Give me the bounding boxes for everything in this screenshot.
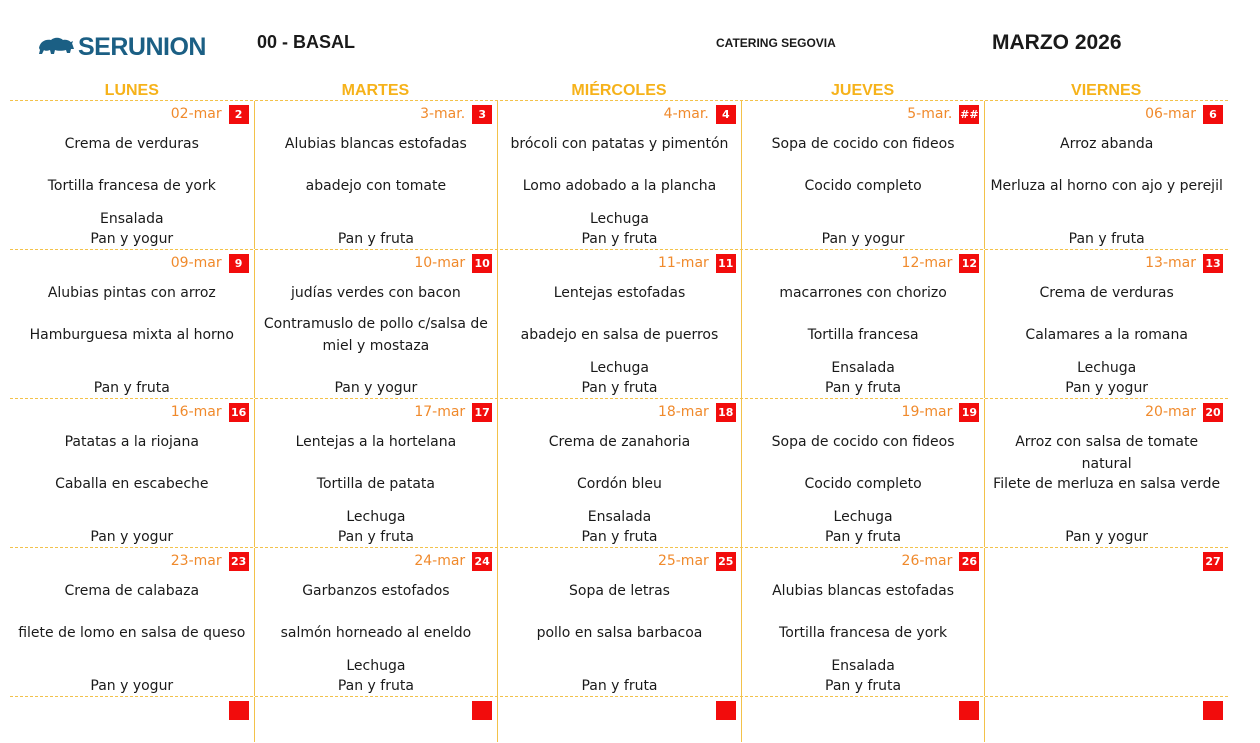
second-course: Contramuslo de pollo c/salsa de miel y mostaza	[263, 316, 488, 354]
second-course: pollo en salsa barbacoa	[536, 625, 703, 641]
side-dish: Lechuga	[589, 360, 650, 376]
first-course: Garbanzos estofados	[302, 583, 450, 599]
day-cell	[741, 250, 985, 398]
dessert-line: Pan y fruta	[825, 678, 902, 694]
second-course: filete de lomo en salsa de queso	[18, 625, 246, 641]
day-number-badge: 6	[1203, 105, 1223, 124]
week-row	[10, 547, 1228, 696]
first-course: Lentejas estofadas	[553, 285, 686, 301]
weekday-header	[10, 78, 1228, 100]
first-course: Arroz con salsa de tomate natural	[1015, 434, 1199, 472]
first-course: Crema de verduras	[64, 136, 199, 152]
day-number-badge: 19	[959, 403, 979, 422]
dessert-line: Pan y fruta	[337, 231, 414, 247]
day-number-badge: 20	[1203, 403, 1223, 422]
day-number-badge: 17	[472, 403, 492, 422]
dessert-line: Pan y yogur	[334, 380, 418, 396]
date-label: 4-mar.	[663, 106, 709, 122]
month-title: MARZO 2026	[992, 31, 1122, 54]
day-cell	[984, 548, 1228, 696]
day-cell	[497, 399, 741, 547]
first-course: Alubias pintas con arroz	[47, 285, 216, 301]
day-number-badge: ##	[959, 105, 979, 124]
first-course: Crema de calabaza	[64, 583, 200, 599]
day-cell	[984, 399, 1228, 547]
brand-logo	[36, 30, 206, 64]
dessert-line: Pan y fruta	[581, 678, 658, 694]
day-cell	[741, 548, 985, 696]
side-dish: Lechuga	[346, 658, 406, 674]
side-dish: Lechuga	[589, 211, 650, 227]
second-course: Cocido completo	[804, 178, 922, 194]
day-number-badge	[229, 701, 249, 720]
day-cell	[10, 399, 254, 547]
first-course: Crema de zanahoria	[548, 434, 691, 450]
second-course: salmón horneado al eneldo	[280, 625, 472, 641]
dessert-line: Pan y fruta	[581, 380, 658, 396]
page-header	[0, 0, 1260, 80]
second-course: Lomo adobado a la plancha	[522, 178, 717, 194]
day-cell	[10, 250, 254, 398]
day-number-badge: 9	[229, 254, 249, 273]
day-cell	[984, 697, 1228, 742]
day-number-badge	[959, 701, 979, 720]
day-number-badge: 3	[472, 105, 492, 124]
day-cell	[497, 548, 741, 696]
dessert-line: Pan y yogur	[1065, 529, 1149, 545]
day-number-badge: 13	[1203, 254, 1223, 273]
day-number-badge: 26	[959, 552, 979, 571]
second-course: Filete de merluza en salsa verde	[993, 476, 1221, 492]
day-cell	[984, 101, 1228, 249]
date-label: 19-mar	[901, 404, 953, 420]
day-number-badge: 25	[716, 552, 736, 571]
day-cell	[254, 697, 498, 742]
day-cell	[10, 548, 254, 696]
menu-calendar	[10, 78, 1228, 742]
side-dish: Lechuga	[833, 509, 893, 525]
date-label: 20-mar	[1145, 404, 1196, 420]
day-number-badge: 18	[716, 403, 736, 422]
day-cell	[497, 101, 741, 249]
date-label: 02-mar	[170, 106, 222, 122]
first-course: Sopa de cocido con fideos	[771, 434, 955, 450]
dessert-line: Pan y yogur	[821, 231, 905, 247]
first-course: Lentejas a la hortelana	[295, 434, 457, 450]
second-course: Tortilla francesa de york	[779, 625, 948, 641]
day-cell	[254, 250, 498, 398]
day-number-badge: 24	[472, 552, 492, 571]
first-course: judías verdes con bacon	[291, 285, 461, 301]
day-cell	[741, 101, 985, 249]
dessert-line: Pan y fruta	[825, 380, 902, 396]
day-number-badge	[716, 701, 736, 720]
day-number-badge	[1203, 701, 1223, 720]
date-label: 16-mar	[170, 404, 222, 420]
day-cell	[984, 250, 1228, 398]
date-label: 10-mar	[414, 255, 466, 271]
week-row	[10, 249, 1228, 398]
bison-icon	[36, 34, 76, 60]
second-course: abadejo en salsa de puerros	[520, 327, 719, 343]
dessert-line: Pan y fruta	[337, 678, 414, 694]
side-dish: Lechuga	[1077, 360, 1137, 376]
first-course: Alubias blancas estofadas	[772, 583, 955, 599]
dessert-line: Pan y fruta	[93, 380, 170, 396]
day-cell	[254, 548, 498, 696]
second-course: Cordón bleu	[577, 476, 662, 492]
first-course: Alubias blancas estofadas	[284, 136, 467, 152]
date-label: 12-mar	[901, 255, 953, 271]
day-number-badge: 27	[1203, 552, 1223, 571]
first-course: Patatas a la riojana	[64, 434, 199, 450]
second-course: Tortilla francesa de york	[47, 178, 216, 194]
second-course: Merluza al horno con ajo y perejil	[990, 178, 1223, 194]
first-course: Sopa de cocido con fideos	[771, 136, 955, 152]
day-cell	[741, 399, 985, 547]
catering-name: CATERING SEGOVIA	[716, 36, 836, 50]
dessert-line: Pan y fruta	[1068, 231, 1145, 247]
menu-name: 00 - BASAL	[257, 32, 356, 52]
day-cell	[10, 697, 254, 742]
side-dish: Lechuga	[346, 509, 406, 525]
first-course: Crema de verduras	[1039, 285, 1174, 301]
date-label: 18-mar	[657, 404, 709, 420]
date-label: 3-mar.	[420, 106, 466, 122]
weekday-tuesday: MARTES	[341, 82, 410, 99]
side-dish: Ensalada	[831, 658, 895, 674]
second-course: abadejo con tomate	[305, 178, 447, 194]
day-cell	[497, 697, 741, 742]
dessert-line: Pan y yogur	[1065, 380, 1149, 396]
date-label: 25-mar	[657, 553, 709, 569]
weekday-thursday: JUEVES	[831, 82, 895, 99]
first-course: brócoli con patatas y pimentón	[510, 136, 729, 152]
day-number-badge: 11	[716, 254, 736, 273]
date-label: 23-mar	[170, 553, 222, 569]
date-label: 06-mar	[1145, 106, 1196, 122]
second-course: Hamburguesa mixta al horno	[29, 327, 234, 343]
day-number-badge: 2	[229, 105, 249, 124]
weeks-container	[10, 100, 1228, 742]
weekday-wednesday: MIÉRCOLES	[571, 82, 667, 99]
day-number-badge: 12	[959, 254, 979, 273]
second-course: Cocido completo	[804, 476, 922, 492]
day-number-badge: 16	[229, 403, 249, 422]
brand-name: SERUNION	[78, 32, 206, 61]
week-row	[10, 696, 1228, 742]
side-dish: Ensalada	[587, 509, 652, 525]
second-course: Tortilla de patata	[316, 476, 435, 492]
day-number-badge: 23	[229, 552, 249, 571]
day-cell	[254, 101, 498, 249]
weekday-monday: LUNES	[104, 82, 159, 99]
dessert-line: Pan y fruta	[337, 529, 414, 545]
day-number-badge	[472, 701, 492, 720]
date-label: 11-mar	[657, 255, 709, 271]
date-label: 5-mar.	[907, 106, 953, 122]
first-course: macarrones con chorizo	[779, 285, 947, 301]
second-course: Tortilla francesa	[807, 327, 919, 343]
week-row	[10, 398, 1228, 547]
weekday-friday: VIERNES	[1071, 82, 1142, 99]
date-label: 26-mar	[901, 553, 953, 569]
dessert-line: Pan y yogur	[90, 678, 174, 694]
side-dish: Ensalada	[100, 211, 164, 227]
day-cell	[741, 697, 985, 742]
dessert-line: Pan y fruta	[581, 529, 658, 545]
dessert-line: Pan y fruta	[825, 529, 902, 545]
dessert-line: Pan y yogur	[90, 231, 174, 247]
date-label: 17-mar	[414, 404, 466, 420]
date-label: 13-mar	[1145, 255, 1196, 271]
date-label: 09-mar	[170, 255, 222, 271]
day-cell	[10, 101, 254, 249]
side-dish: Ensalada	[831, 360, 895, 376]
second-course: Calamares a la romana	[1025, 327, 1188, 343]
dessert-line: Pan y fruta	[581, 231, 658, 247]
week-row	[10, 100, 1228, 249]
date-label: 24-mar	[414, 553, 466, 569]
day-number-badge: 4	[716, 105, 736, 124]
first-course: Sopa de letras	[569, 583, 670, 599]
day-number-badge: 10	[472, 254, 492, 273]
first-course: Arroz abanda	[1060, 136, 1154, 152]
second-course: Caballa en escabeche	[55, 476, 209, 492]
dessert-line: Pan y yogur	[90, 529, 174, 545]
day-cell	[497, 250, 741, 398]
day-cell	[254, 399, 498, 547]
